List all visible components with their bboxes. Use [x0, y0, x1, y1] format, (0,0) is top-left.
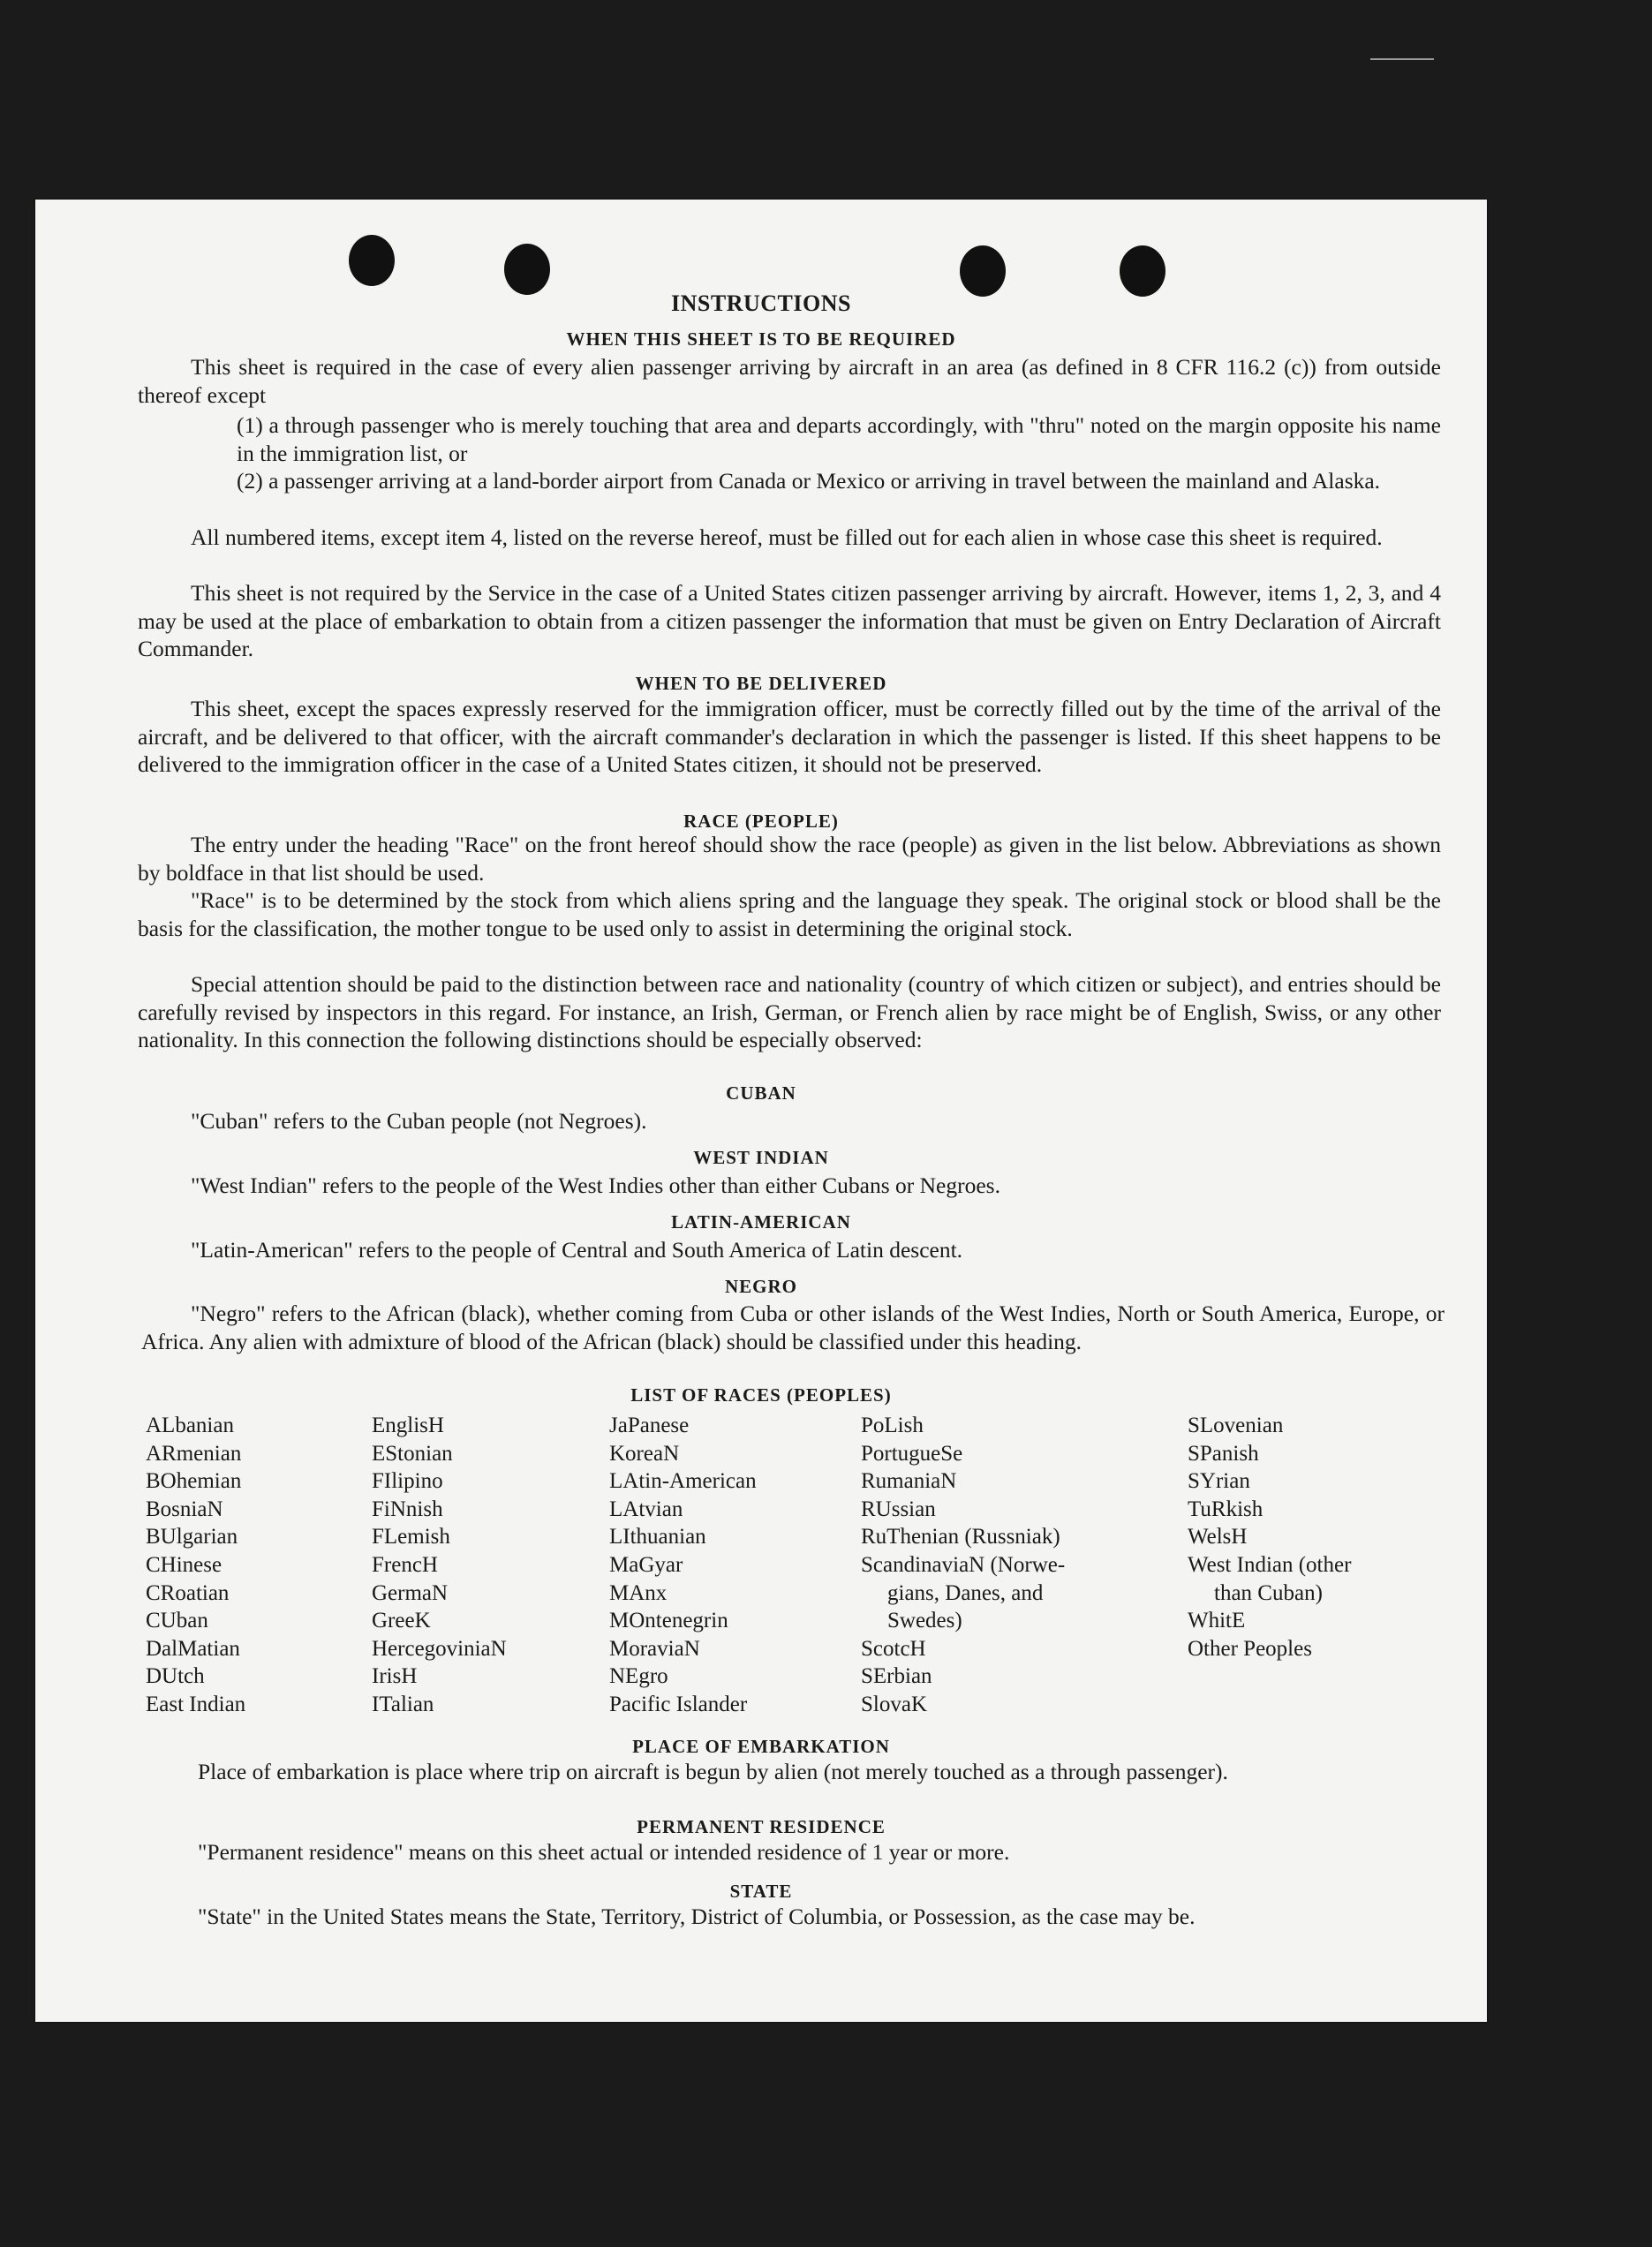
race-item: West Indian (other [1188, 1552, 1352, 1577]
paragraph: This sheet is not required by the Service in the case of a United States citizen passenger arriving by aircraft. However, items 1, 2, 3, and 4 may be used at the place of embarkation to obtain from a citizen passenger the information that must be given on Entry Declaration of Aircraft Commander. [138, 580, 1441, 661]
paragraph: "West Indian" refers to the people of the West Indies other than either Cubans or Negroes. [191, 1173, 1000, 1198]
document-sheet [35, 200, 1487, 2022]
punch-hole [1120, 245, 1165, 297]
race-column [372, 1412, 507, 1719]
race-item: SLovenian [1188, 1414, 1284, 1437]
punch-hole [349, 235, 395, 286]
race-item: BosniaN [146, 1497, 223, 1521]
paragraph: "Cuban" refers to the Cuban people (not Negroes). [191, 1108, 647, 1134]
race-item: EStonian [372, 1441, 453, 1466]
punch-hole [960, 245, 1006, 297]
race-item: ScotcH [861, 1636, 926, 1661]
race-item: NEgro [609, 1664, 668, 1689]
race-item: CHinese [146, 1552, 223, 1577]
race-item: MaGyar [609, 1552, 683, 1577]
race-item: CRoatian [146, 1580, 230, 1605]
race-item: LAtin-American [609, 1469, 757, 1494]
race-item: RUssian [861, 1497, 936, 1521]
section-heading: LIST OF RACES (PEOPLES) [630, 1384, 892, 1406]
section-heading: CUBAN [726, 1082, 796, 1104]
race-item: FIlipino [372, 1469, 443, 1494]
race-item: EnglisH [372, 1414, 444, 1437]
race-item: MAnx [609, 1580, 668, 1605]
race-column [1188, 1412, 1351, 1663]
race-item: FLemish [372, 1525, 450, 1550]
race-item: WhitE [1188, 1609, 1246, 1633]
paragraph: "Latin-American" refers to the people of Central and South America of Latin descent. [191, 1237, 963, 1263]
race-item: ARmenian [146, 1441, 242, 1466]
race-item: LIthuanian [609, 1525, 706, 1550]
paragraph: This sheet is required in the case of every alien passenger arriving by aircraft in an area (as defined in 8 CFR 116.2 (c)) from outside thereof except [138, 354, 1441, 408]
section-heading: STATE [729, 1881, 793, 1902]
paragraph: "State" in the United States means the State, Territory, District of Columbia, or Possession, as the case may be. [198, 1904, 1196, 1929]
race-item: Swedes) [887, 1609, 962, 1633]
race-item: SlovaK [861, 1692, 927, 1716]
paragraph: This sheet, except the spaces expressly reserved for the immigration officer, must be correctly filled out by the time of the arrival of the aircraft, and be delivered to that officer, with the aircraft commander's declaration in which the passenger is listed. If this sheet happens to be delivered to the immigration officer in the case of a United States citizen, it should not be preserved. [138, 696, 1441, 777]
race-item: IrisH [372, 1664, 418, 1689]
race-item: FrencH [372, 1552, 438, 1577]
race-item: SPanish [1188, 1441, 1259, 1466]
paragraph: "Permanent residence" means on this sheet actual or intended residence of 1 year or more. [198, 1839, 1010, 1865]
race-item: Other Peoples [1188, 1636, 1312, 1661]
race-item: SErbian [861, 1664, 932, 1689]
race-item: DalMatian [146, 1636, 240, 1661]
section-heading: WEST INDIAN [693, 1147, 829, 1168]
race-item: DUtch [146, 1664, 205, 1689]
scan-mark [1370, 58, 1434, 60]
list-item: (1) a through passenger who is merely touching that area and departs accordingly, with "thru" noted on the margin opposite his name in the immigration list, or [237, 412, 1441, 466]
race-item: BOhemian [146, 1469, 242, 1494]
race-item: GreeK [372, 1609, 431, 1633]
race-column [861, 1412, 1065, 1719]
race-item: FiNnish [372, 1497, 443, 1521]
paragraph: All numbered items, except item 4, listed on the reverse hereof, must be filled out for each alien in whose case this sheet is required. [191, 524, 1383, 550]
paragraph: Special attention should be paid to the distinction between race and nationality (country of which citizen or subject), and entries should be carefully revised by inspectors in this regard. For instance, an Irish, German, or French alien by race might be of English, Swiss, or any other nationality. In this connection the following distinctions should be especially observed: [138, 971, 1441, 1052]
race-item: GermaN [372, 1580, 449, 1605]
section-heading: WHEN TO BE DELIVERED [635, 673, 887, 694]
race-item: PoLish [861, 1414, 924, 1437]
section-heading: PERMANENT RESIDENCE [637, 1816, 886, 1837]
race-item: gians, Danes, and [887, 1580, 1044, 1605]
race-item: KoreaN [609, 1441, 680, 1466]
race-item: MOntenegrin [609, 1609, 728, 1633]
race-item: ITalian [372, 1692, 434, 1716]
punch-hole [504, 244, 550, 295]
race-item: SYrian [1188, 1469, 1250, 1494]
race-item: MoraviaN [609, 1636, 700, 1661]
race-item: RuThenian (Russniak) [861, 1525, 1060, 1550]
section-heading: PLACE OF EMBARKATION [632, 1736, 890, 1757]
race-column [146, 1412, 245, 1719]
race-item: RumaniaN [861, 1469, 957, 1494]
race-item: BUlgarian [146, 1525, 238, 1550]
race-item: East Indian [146, 1692, 246, 1716]
race-item: LAtvian [609, 1497, 683, 1521]
section-heading: RACE (PEOPLE) [683, 811, 839, 832]
race-item: TuRkish [1188, 1497, 1264, 1521]
race-item: ALbanian [146, 1414, 234, 1437]
page-title: INSTRUCTIONS [671, 290, 851, 316]
section-heading: NEGRO [724, 1276, 797, 1297]
race-item: CUban [146, 1609, 208, 1633]
section-heading: LATIN-AMERICAN [671, 1211, 851, 1233]
race-item: HercegoviniaN [372, 1636, 507, 1661]
race-item: than Cuban) [1214, 1580, 1323, 1605]
race-item: Pacific Islander [609, 1692, 748, 1716]
race-column [609, 1412, 757, 1719]
race-item: JaPanese [609, 1414, 690, 1437]
paragraph: Place of embarkation is place where trip on aircraft is begun by alien (not merely touched as a through passenger). [198, 1759, 1228, 1784]
race-item: ScandinaviaN (Norwe- [861, 1552, 1066, 1577]
section-heading: WHEN THIS SHEET IS TO BE REQUIRED [566, 328, 956, 350]
race-item: PortugueSe [861, 1441, 963, 1466]
list-item: (2) a passenger arriving at a land-border airport from Canada or Mexico or arriving in travel between the mainland and Alaska. [237, 468, 1381, 494]
paragraph: The entry under the heading "Race" on the front hereof should show the race (people) as given in the list below. Abbreviations as shown by boldface in that list should be used. [138, 832, 1441, 886]
race-item: WelsH [1188, 1525, 1248, 1550]
paragraph: "Race" is to be determined by the stock from which aliens spring and the language they speak. The original stock or blood shall be the basis for the classification, the mother tongue to be used only to assist in determining the original stock. [138, 887, 1441, 941]
paragraph: "Negro" refers to the African (black), whether coming from Cuba or other islands of the West Indies, North or South America, Europe, or Africa. Any alien with admixture of blood of the African (black) should be classified under this heading. [141, 1301, 1445, 1354]
